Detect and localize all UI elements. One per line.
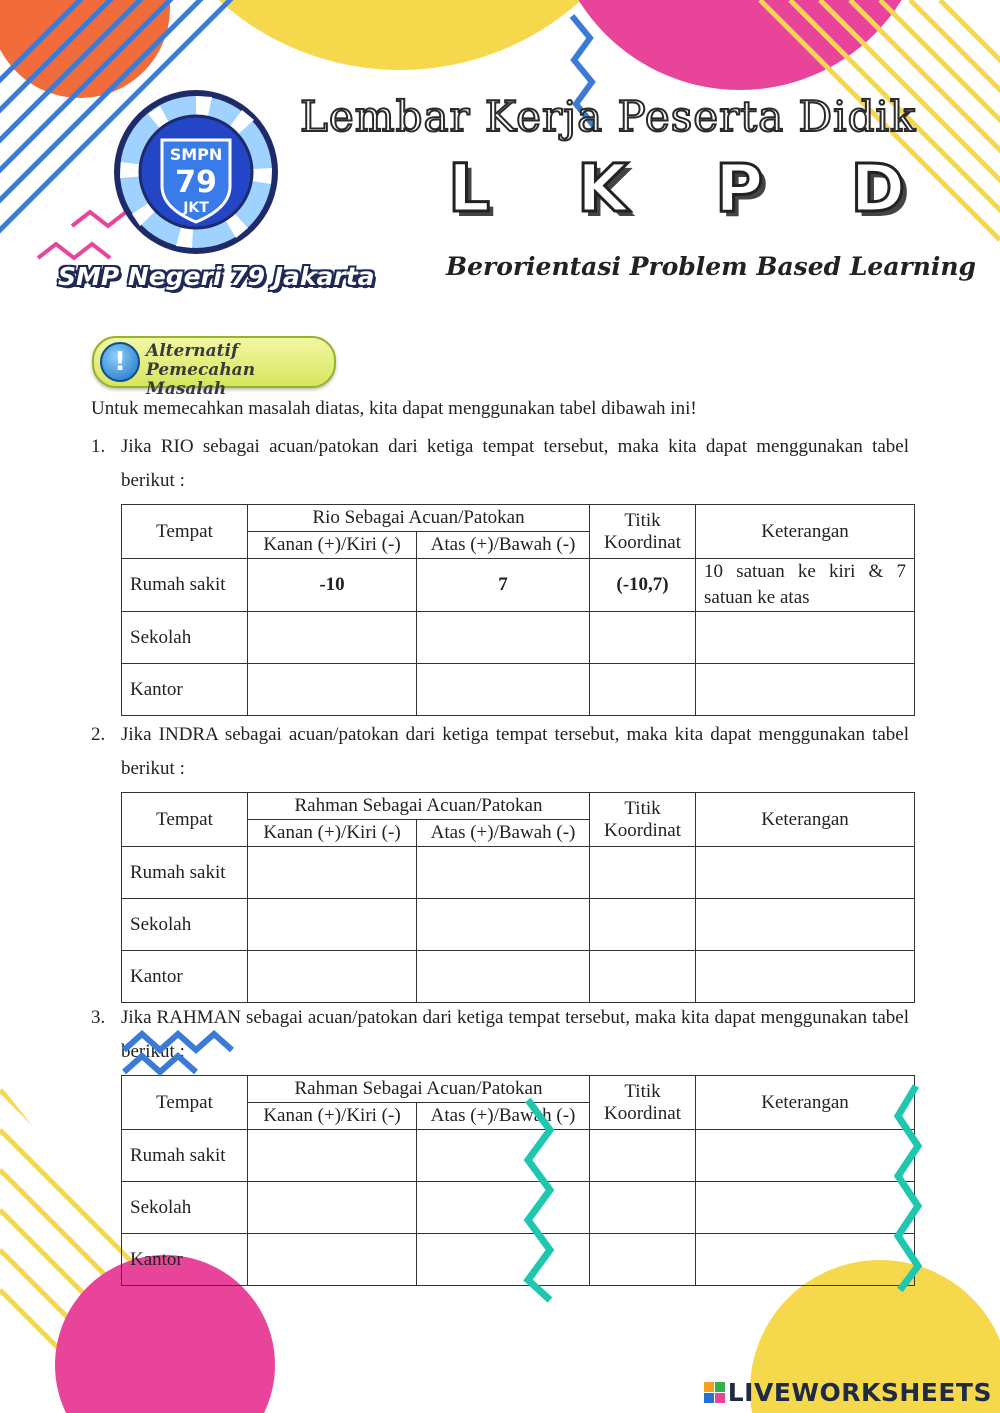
col-header-keterangan: Keterangan bbox=[696, 793, 915, 847]
table-row bbox=[122, 664, 915, 716]
question-item-1 bbox=[91, 430, 909, 498]
cell-kanan[interactable] bbox=[248, 1130, 417, 1182]
item-text: Jika RIO sebagai acuan/patokan dari ketiga tempat tersebut, maka kita dapat menggunakan tabel berikut : bbox=[121, 436, 909, 491]
col-header-keterangan: Keterangan bbox=[696, 505, 915, 559]
col-header-titik: Titik Koordinat bbox=[590, 1076, 696, 1130]
question-item-2 bbox=[91, 718, 909, 786]
cell-atas[interactable] bbox=[417, 1234, 590, 1286]
page-subtitle: Berorientasi Problem Based Learning bbox=[446, 252, 977, 281]
cell-titik[interactable] bbox=[590, 847, 696, 899]
col-header-titik: Titik Koordinat bbox=[590, 793, 696, 847]
table-row bbox=[122, 1182, 915, 1234]
alternatif-badge bbox=[92, 336, 336, 399]
cell-keterangan[interactable] bbox=[696, 664, 915, 716]
table-row bbox=[122, 847, 915, 899]
liveworksheets-logo-icon bbox=[704, 1382, 725, 1403]
badge-line-1: Alternatif bbox=[146, 341, 239, 361]
table-row bbox=[122, 1130, 915, 1182]
cell-keterangan[interactable] bbox=[696, 1130, 915, 1182]
exclamation-icon: ! bbox=[100, 342, 140, 382]
table-row bbox=[122, 1234, 915, 1286]
cell-keterangan[interactable] bbox=[696, 951, 915, 1003]
table-row bbox=[122, 612, 915, 664]
cell-tempat: Sekolah bbox=[122, 612, 248, 664]
cell-keterangan[interactable] bbox=[696, 847, 915, 899]
cell-kanan[interactable] bbox=[248, 664, 417, 716]
col-header-keterangan: Keterangan bbox=[696, 1076, 915, 1130]
cell-kanan[interactable] bbox=[248, 1234, 417, 1286]
cell-keterangan[interactable] bbox=[696, 612, 915, 664]
cell-tempat: Rumah sakit bbox=[122, 559, 248, 612]
cell-kanan[interactable]: -10 bbox=[248, 559, 417, 612]
col-group-header: Rahman Sebagai Acuan/Patokan bbox=[248, 1076, 590, 1103]
cell-tempat: Kantor bbox=[122, 951, 248, 1003]
brand-label: LIVEWORKSHEETS bbox=[727, 1378, 992, 1407]
cell-keterangan[interactable] bbox=[696, 899, 915, 951]
cell-keterangan[interactable]: 10 satuan ke kiri & 7 satuan ke atas bbox=[696, 559, 915, 612]
col-header-tempat: Tempat bbox=[122, 1076, 248, 1130]
cell-titik[interactable] bbox=[590, 1182, 696, 1234]
col-header-titik: Titik Koordinat bbox=[590, 505, 696, 559]
table-3 bbox=[121, 1075, 915, 1286]
cell-tempat: Sekolah bbox=[122, 899, 248, 951]
cell-keterangan[interactable] bbox=[696, 1182, 915, 1234]
col-header-atas: Atas (+)/Bawah (-) bbox=[417, 820, 590, 847]
item-number: 3. bbox=[91, 1007, 106, 1028]
logo-number: 79 bbox=[175, 165, 217, 200]
cell-kanan[interactable] bbox=[248, 1182, 417, 1234]
col-group-header: Rio Sebagai Acuan/Patokan bbox=[248, 505, 590, 532]
intro-text: Untuk memecahkan masalah diatas, kita dapat menggunakan tabel dibawah ini! bbox=[91, 398, 697, 419]
item-text: Jika RAHMAN sebagai acuan/patokan dari ketiga tempat tersebut, maka kita dapat menggunakan tabel berikut : bbox=[121, 1007, 909, 1062]
badge-label bbox=[146, 342, 334, 399]
cell-tempat: Rumah sakit bbox=[122, 1130, 248, 1182]
item-number: 1. bbox=[91, 436, 106, 457]
col-header-kanan: Kanan (+)/Kiri (-) bbox=[248, 1103, 417, 1130]
item-number: 2. bbox=[91, 724, 106, 745]
cell-titik[interactable] bbox=[590, 664, 696, 716]
cell-tempat: Kantor bbox=[122, 1234, 248, 1286]
table-2 bbox=[121, 792, 915, 1003]
school-logo bbox=[112, 88, 280, 256]
logo-top-text: SMPN bbox=[169, 145, 223, 164]
pink-circle-top bbox=[550, 0, 930, 90]
cell-atas[interactable]: 7 bbox=[417, 559, 590, 612]
col-header-kanan: Kanan (+)/Kiri (-) bbox=[248, 820, 417, 847]
cell-keterangan[interactable] bbox=[696, 1234, 915, 1286]
liveworksheets-brand[interactable] bbox=[704, 1378, 992, 1407]
col-header-kanan: Kanan (+)/Kiri (-) bbox=[248, 532, 417, 559]
cell-atas[interactable] bbox=[417, 664, 590, 716]
item-text: Jika INDRA sebagai acuan/patokan dari ketiga tempat tersebut, maka kita dapat menggunakan tabel berikut : bbox=[121, 724, 909, 779]
cell-atas[interactable] bbox=[417, 951, 590, 1003]
cell-tempat: Sekolah bbox=[122, 1182, 248, 1234]
cell-titik[interactable] bbox=[590, 899, 696, 951]
cell-titik[interactable] bbox=[590, 612, 696, 664]
cell-titik[interactable]: (-10,7) bbox=[590, 559, 696, 612]
cell-tempat: Kantor bbox=[122, 664, 248, 716]
table-row bbox=[122, 951, 915, 1003]
logo-bottom-text: JKT bbox=[183, 200, 209, 216]
cell-kanan[interactable] bbox=[248, 951, 417, 1003]
cell-atas[interactable] bbox=[417, 847, 590, 899]
cell-titik[interactable] bbox=[590, 1130, 696, 1182]
col-header-atas: Atas (+)/Bawah (-) bbox=[417, 532, 590, 559]
question-item-3 bbox=[91, 1001, 909, 1069]
page-acronym: L K P D bbox=[448, 150, 938, 227]
cell-atas[interactable] bbox=[417, 1182, 590, 1234]
cell-atas[interactable] bbox=[417, 899, 590, 951]
col-header-atas: Atas (+)/Bawah (-) bbox=[417, 1103, 590, 1130]
cell-tempat: Rumah sakit bbox=[122, 847, 248, 899]
col-header-tempat: Tempat bbox=[122, 793, 248, 847]
cell-atas[interactable] bbox=[417, 1130, 590, 1182]
page-title: Lembar Kerja Peserta Didik bbox=[300, 92, 917, 141]
table-1 bbox=[121, 504, 915, 716]
col-group-header: Rahman Sebagai Acuan/Patokan bbox=[248, 793, 590, 820]
cell-titik[interactable] bbox=[590, 1234, 696, 1286]
cell-titik[interactable] bbox=[590, 951, 696, 1003]
school-name: SMP Negeri 79 Jakarta bbox=[58, 262, 375, 291]
cell-kanan[interactable] bbox=[248, 847, 417, 899]
cell-atas[interactable] bbox=[417, 612, 590, 664]
badge-line-2: Pemecahan Masalah bbox=[146, 360, 256, 399]
table-row bbox=[122, 559, 915, 612]
cell-kanan[interactable] bbox=[248, 612, 417, 664]
cell-kanan[interactable] bbox=[248, 899, 417, 951]
col-header-tempat: Tempat bbox=[122, 505, 248, 559]
table-row bbox=[122, 899, 915, 951]
